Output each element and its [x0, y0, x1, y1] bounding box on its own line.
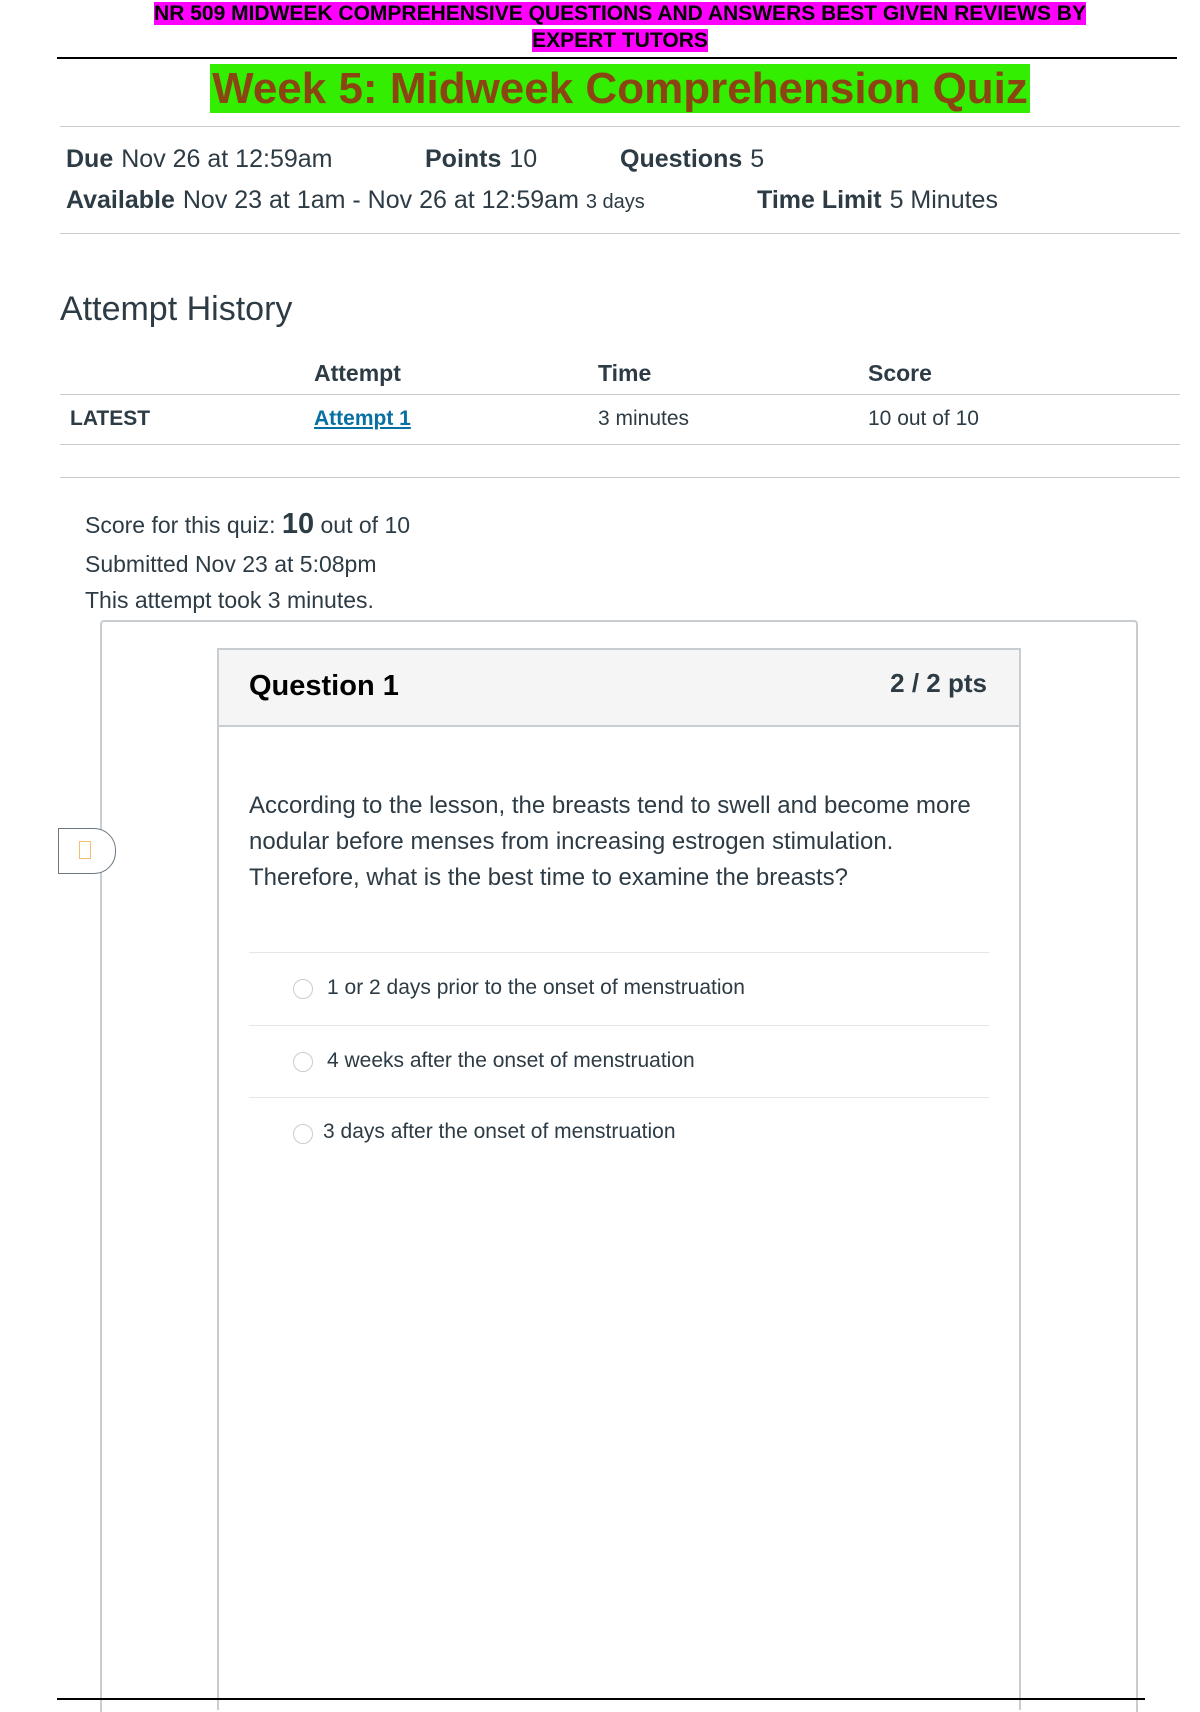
page-title: Week 5: Midweek Comprehension Quiz — [212, 64, 1028, 113]
available-info: Available Nov 23 at 1am - Nov 26 at 12:59am 3 days — [66, 186, 645, 214]
meta-divider — [60, 233, 1180, 234]
answer-1-radio[interactable] — [293, 979, 313, 999]
answer-3-label: 3 days after the onset of menstruation — [323, 1120, 676, 1143]
flag-icon — [79, 841, 91, 859]
column-header-time: Time — [598, 360, 652, 386]
column-header-attempt: Attempt — [314, 360, 401, 386]
quiz-score-line: Score for this quiz: 10 out of 10 — [85, 508, 411, 540]
question-header — [219, 650, 1019, 727]
document-banner — [60, 0, 1180, 54]
answer-3-radio[interactable] — [293, 1124, 313, 1144]
answer-2-label: 4 weeks after the onset of menstruation — [327, 1049, 695, 1072]
quiz-score-value: 10 — [281, 508, 315, 540]
answer-divider — [249, 1025, 989, 1026]
question-card — [217, 648, 1021, 1710]
duration-line: This attempt took 3 minutes. — [85, 587, 374, 613]
question-points: 2 / 2 pts — [890, 668, 987, 698]
question-title: Question 1 — [249, 670, 399, 702]
questions-info: Questions 5 — [620, 145, 765, 173]
banner-divider — [57, 57, 1177, 59]
latest-label: LATEST — [70, 407, 151, 430]
table-row-divider — [60, 444, 1180, 445]
answer-2-radio[interactable] — [293, 1052, 313, 1072]
attempt-time: 3 minutes — [598, 407, 690, 430]
attempt-1-link[interactable]: Attempt 1 — [314, 407, 411, 430]
due-info: Due Nov 26 at 12:59am — [66, 145, 333, 173]
submitted-line: Submitted Nov 23 at 5:08pm — [85, 551, 377, 577]
title-divider — [60, 126, 1180, 127]
banner-line-1: NR 509 MIDWEEK COMPREHENSIVE QUESTIONS AND ANSWERS BEST GIVEN REVIEWS BY — [154, 2, 1086, 25]
question-text: According to the lesson, the breasts tend to swell and become more nodular before menses from increasing estrogen stimulation. Therefore, what is the best time to examine the breasts? — [249, 792, 971, 891]
attempt-link-cell — [314, 407, 411, 431]
answer-divider — [249, 952, 989, 953]
column-header-score: Score — [868, 360, 932, 386]
time-limit-info: Time Limit 5 Minutes — [757, 186, 998, 214]
banner-line-2: EXPERT TUTORS — [532, 29, 708, 52]
section-divider — [60, 477, 1180, 478]
table-header-divider — [60, 394, 1180, 395]
attempt-score: 10 out of 10 — [868, 407, 979, 430]
attempt-history-heading: Attempt History — [60, 290, 293, 328]
flag-question-button[interactable] — [58, 828, 116, 874]
points-info: Points 10 — [425, 145, 538, 173]
answer-divider — [249, 1097, 989, 1098]
answer-1-label: 1 or 2 days prior to the onset of menstruation — [327, 976, 745, 999]
